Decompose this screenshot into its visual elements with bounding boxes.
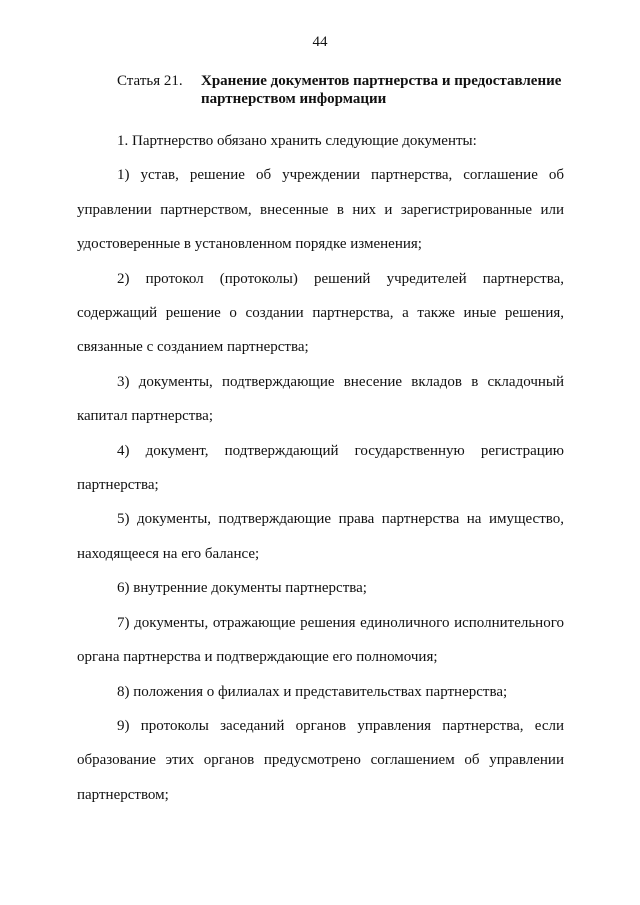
list-item-7: 7) документы, отражающие решения единоличного исполнительного органа партнерства и подтверждающие его полномочия; [77, 614, 564, 666]
list-item-1: 1) устав, решение об учреждении партнерства, соглашение об управлении партнерством, внесенные в них и зарегистрированные или удостоверенные в установленном порядке изменения; [77, 167, 564, 253]
list-item-4: 4) документ, подтверждающий государственную регистрацию партнерства; [77, 442, 564, 494]
article-title [201, 72, 581, 108]
article-title-line-2: партнерством информации [201, 91, 387, 107]
list-item-2: 2) протокол (протоколы) решений учредителей партнерства, содержащий решение о создании партнерства, а также иные решения, связанные с созданием партнерства; [77, 270, 564, 356]
list-item-3: 3) документы, подтверждающие внесение вкладов в складочный капитал партнерства; [77, 373, 564, 425]
paragraph-1: 1. Партнерство обязано хранить следующие документы: [117, 133, 477, 149]
article-title-line-1: Хранение документов партнерства и предоставление [201, 73, 562, 89]
article-body [77, 124, 564, 812]
list-item-9: 9) протоколы заседаний органов управления партнерства, если образование этих органов предусмотрено соглашением об управлении партнерством; [77, 717, 564, 803]
list-item-5: 5) документы, подтверждающие права партнерства на имущество, находящееся на его балансе; [77, 511, 564, 562]
page-number: 44 [312, 34, 328, 50]
article-number: Статья 21. [117, 73, 183, 89]
list-item-6: 6) внутренние документы партнерства; [117, 580, 367, 597]
list-item-8: 8) положения о филиалах и представительствах партнерства; [117, 683, 508, 700]
